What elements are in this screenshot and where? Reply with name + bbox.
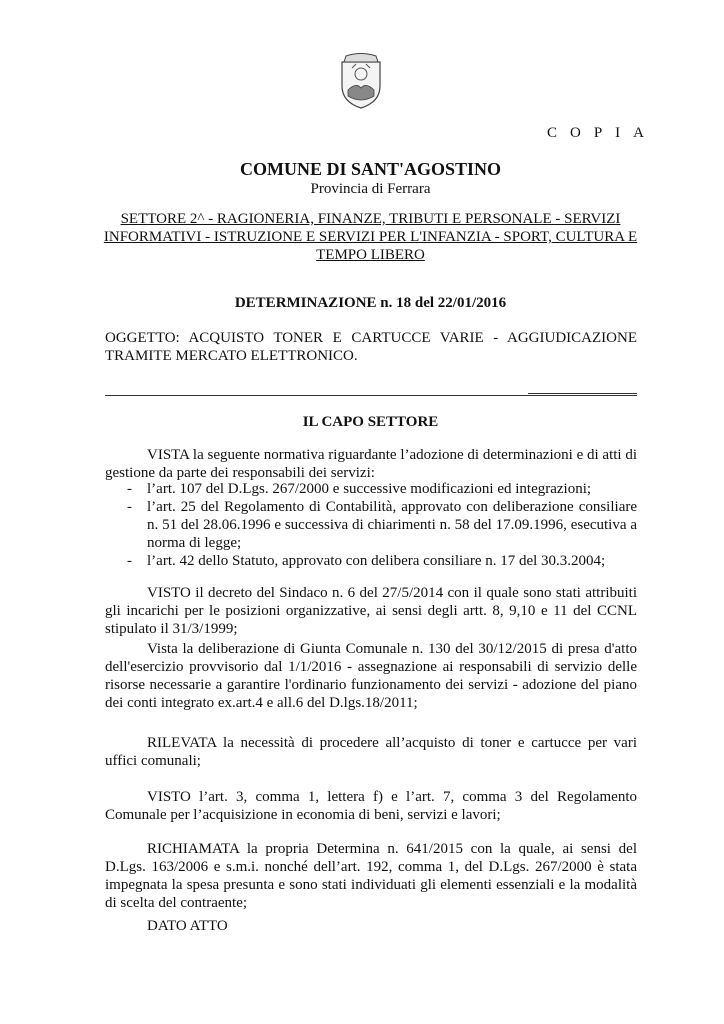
normativa-list [105, 480, 637, 570]
vista-intro-paragraph [105, 446, 637, 482]
vista-intro-text: VISTA la seguente normativa riguardante l’adozione di determinazioni e di atti di gestione da parte dei responsabili dei servizi: [105, 447, 637, 481]
visto-art-text: VISTO l’art. 3, comma 1, lettera f) e l’art. 7, comma 3 del Regolamento Comunale per l’acquisizione in economia di beni, servizi e lavori; [105, 789, 637, 823]
list-item: - l’art. 42 dello Statuto, approvato con delibera consiliare n. 17 del 30.3.2004; [127, 553, 606, 569]
list-item-text: l’art. 25 del Regolamento di Contabilità, approvato con deliberazione consiliare n. 51 del 28.06.1996 e successiva di chiarimenti n. 58 del 17.09.1996, esecutiva a norma di legge; [147, 499, 637, 551]
dato-atto-text: DATO ATTO [147, 918, 228, 934]
vista-delibera-text: Vista la deliberazione di Giunta Comunale n. 130 del 30/12/2015 di presa d'atto dell'esercizio provvisorio dal 1/1/2016 - assegnazione ai responsabili di servizio delle risorse necessarie a garantire l'ordinario funzionamento dei servizi - adozione del piano dei conti integrato ex.art.4 e all.6 del D.lgs.18/2011; [105, 641, 637, 711]
municipal-crest-icon [338, 52, 384, 110]
list-item-text: l’art. 107 del D.Lgs. 267/2000 e successive modificazioni ed integrazioni; [147, 481, 592, 497]
richiamata-text: RICHIAMATA la propria Determina n. 641/2015 con la quale, ai sensi del D.Lgs. 163/2006 e s.m.i. nonché dell’art. 192, comma 1, del D.Lgs. 267/2000 è stata impegnata la spesa presunta e sono stati individuati gli elementi essenziali e la modalità di scelta del contraente; [105, 841, 637, 911]
visto-art-paragraph [105, 788, 637, 824]
visto-decreto-paragraph [105, 584, 637, 638]
horizontal-divider [105, 395, 637, 396]
horizontal-divider-accent [528, 393, 637, 394]
dato-atto-paragraph [105, 917, 637, 935]
copia-label: COPIA [547, 125, 658, 141]
comune-title: COMUNE DI SANT'AGOSTINO [239, 159, 502, 179]
rilevata-text: RILEVATA la necessità di procedere all’acquisto di toner e cartucce per vari uffici comunali; [105, 735, 637, 769]
oggetto-text: OGGETTO: ACQUISTO TONER E CARTUCCE VARIE - AGGIUDICAZIONE TRAMITE MERCATO ELETTRONICO. [105, 330, 637, 364]
visto-decreto-text: VISTO il decreto del Sindaco n. 6 del 27/5/2014 con il quale sono stati attribuiti gli incarichi per le posizioni organizzative, ai sensi degli artt. 8, 9,10 e 11 del CCNL stipulato il 31/3/1999; [105, 585, 637, 637]
rilevata-paragraph [105, 734, 637, 770]
richiamata-paragraph [105, 840, 637, 912]
determinazione-heading: DETERMINAZIONE n. 18 del 22/01/2016 [234, 295, 507, 311]
list-item: - l’art. 25 del Regolamento di Contabilità, approvato con deliberazione consiliare n. 51 del 28.06.1996 e successiva di chiarimenti n. 58 del 17.09.1996, esecutiva a norma di legge; [127, 499, 637, 551]
list-item-text: l’art. 42 dello Statuto, approvato con delibera consiliare n. 17 del 30.3.2004; [147, 553, 606, 569]
capo-settore-heading: IL CAPO SETTORE [302, 414, 439, 430]
list-item: - l’art. 107 del D.Lgs. 267/2000 e successive modificazioni ed integrazioni; [127, 481, 592, 497]
settore-heading: SETTORE 2^ - RAGIONERIA, FINANZE, TRIBUTI E PERSONALE - SERVIZI INFORMATIVI - ISTRUZIONE E SERVIZI PER L'INFANZIA - SPORT, CULTURA E TEMPO LIBERO [103, 211, 638, 263]
vista-delibera-paragraph [105, 640, 637, 712]
provincia-subtitle: Provincia di Ferrara [310, 181, 431, 197]
